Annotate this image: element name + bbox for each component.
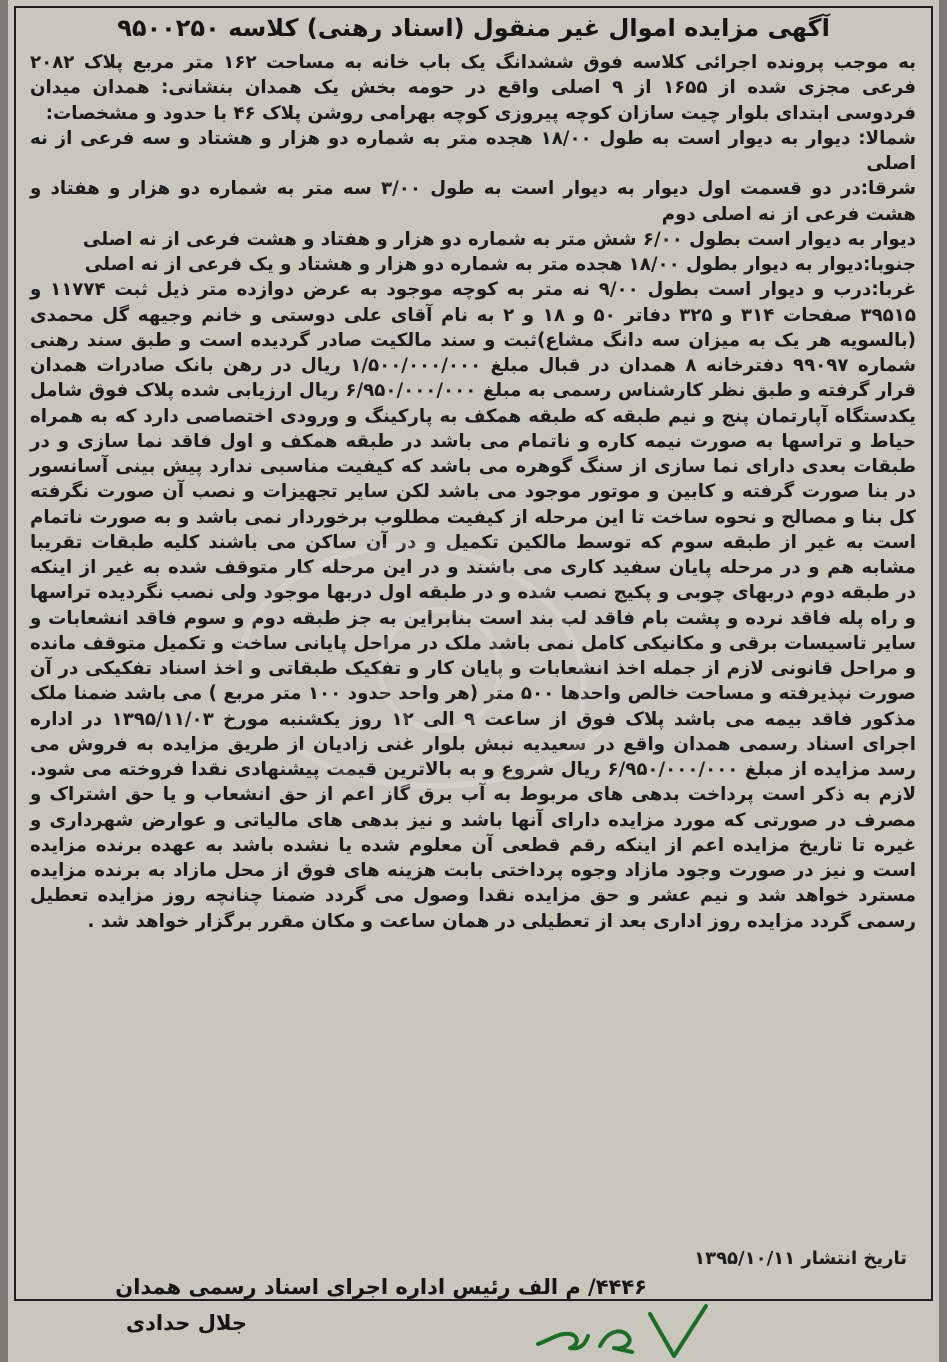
paragraph-north-boundary: شمالا: دیوار به دیوار است به طول ۱۸/۰۰ هجده متر به شماره دو هزار و هشتاد و سه فرعی از نه اصلی [30,127,916,174]
handwritten-number-mark [530,1300,730,1362]
paragraph-south-boundary: جنوبا:دیوار به دیوار بطول ۱۸/۰۰ هجده متر به شماره دو هزار و هشتاد و یک فرعی از نه اصلی [84,254,916,275]
notice-body [30,50,916,934]
paragraph-east-boundary-second: دیوار به دیوار است بطول ۶/۰۰ شش متر به شماره دو هزار و هفتاد و هشت فرعی از نه اصلی [82,228,916,250]
signature-line: ۴۴۴۶/ م الف رئیس اداره اجرای اسناد رسمی همدان [115,1275,647,1299]
publication-date: تاریخ انتشار ۱۳۹۵/۱۰/۱۱ [694,1248,907,1269]
paragraph-intro: به موجب پرونده اجرائی کلاسه فوق ششدانگ یک باب خانه به مساحت ۱۶۲ متر مربع پلاک ۲۰۸۲ فرعی مجزی شده از ۱۶۵۵ از ۹ اصلی واقع در حومه بخش یک همدان بنشانی: همدان میدان فردوسی ابتدای بلوار چیت سازان کوچه پیروزی کوچه بهرامی روشن پلاک ۴۶ با حدود و مشخصات: [30,52,917,124]
scan-edge-right [939,0,947,1362]
scan-edge-left [0,0,8,1362]
paragraph-east-boundary: شرقا:در دو قسمت اول دیوار به دیوار است به طول ۳/۰۰ سه متر به شماره دو هزار و هفتاد و هشت فرعی از نه اصلی دوم [30,178,916,225]
notice-title: آگهی مزایده اموال غیر منقول (اسناد رهنی) کلاسه ۹۵۰۰۲۵۰ [117,14,830,42]
signatory-name: جلال حدادی [125,1311,247,1335]
paragraph-west-boundary-and-terms: غربا:درب و دیوار است بطول ۹/۰۰ نه متر به کوچه موجود به عرض دوازده متر ذیل ثبت ۱۱۷۷۴ و ۳۹۵۱۵ صفحات ۳۱۴ و ۳۲۵ دفاتر ۵۰ و ۱۸ و ۲ به نام آقای علی دوستی و خانم وجیهه گل محمدی (بالسویه هر یک به میزان سه دانگ مشاع)ثبت و سند مالکیت صادر گردیده است و طبق سند رهنی شماره ۹۹۰۹۷ دفترخانه ۸ همدان در قبال مبلغ ۱/۵۰۰/۰۰۰/۰۰۰ ریال در رهن بانک صادرات همدان قرار گرفته و طبق نظر کارشناس رسمی به مبلغ ۶/۹۵۰/۰۰۰/۰۰۰ ریال ارزیابی شده پلاک فوق شامل یکدستگاه آپارتمان پنج و نیم طبقه که طبقه همکف به پارکینگ و ورودی اختصاصی دارد که به همراه حیاط و تراسها به صورت نیمه کاره و ناتمام می باشد در طبقه همکف و اول فاقد نما سازی و در طبقات بعدی دارای نما سازی از سنگ گوهره می باشد که کیفیت مناسبی ندارد پیش بینی آسانسور در بنا صورت گرفته و کابین و موتور موجود می باشد لکن سایر تجهیزات و نصب آن صورت نگرفته کل بنا و مصالح و نحوه ساخت تا این مرحله از کیفیت مطلوب برخوردار نمی باشد و به صورت ناتمام است به غیر از طبقه سوم که توسط مالکین تکمیل و در آن ساکن می باشند کلیه طبقات تقریبا مشابه هم و در مرحله پایان سفید کاری می باشند و در این مرحله کار متوقف شده به غیر از اینکه در طبقه دوم دربهای چوبی و پکیج نصب شده و در طبقه اول دربها موجود ولی نصب نگردیده تراسها و راه پله فاقد نرده و پشت بام فاقد لب بند است بنابراین به جز طبقه دوم و سوم فاقد انشعابات و سایر تاسیسات برقی و مکانیکی کامل نمی باشد ملک در مراحل پایانی ساخت و تکمیل متوقف مانده و مراحل قانونی لازم از جمله اخذ انشعابات و پایان کار و تفکیک طبقاتی و اخذ اسناد تفکیکی در آن صورت نپذیرفته و مساحت خالص واحدها ۵۰۰ متر (هر واحد حدود ۱۰۰ متر مربع ) می باشد ضمنا ملک مذکور فاقد بیمه می باشد پلاک فوق از ساعت ۹ الی ۱۲ روز یکشنبه مورخ ۱۳۹۵/۱۱/۰۳ در اداره اجرای اسناد رسمی همدان واقع در سعیدیه نبش بلوار غنی زادیان از طریق مزایده به فروش می رسد مزایده از مبلغ ۶/۹۵۰/۰۰۰/۰۰۰ ریال شروع و به بالاترین قیمت پیشنهادی نقدا فروخته می شود. لازم به ذکر است پرداخت بدهی های مربوط به آب برق گاز اعم از حق انشعاب و یا حق اشتراک و مصرف در صورتی که مورد مزایده دارای آنها باشد و نیز بدهی های مالیاتی و عوارض شهرداری و غیره تا تاریخ مزایده اعم از اینکه رقم قطعی آن معلوم شده یا نشده باشد به عهده برنده مزایده است و نیز در صورت وجود مازاد وجوه پرداختی بابت هزینه های فوق از محل مازاد به برنده مزایده مسترد خواهد شد و نیم عشر و حق مزایده نقدا وصول می گردد ضمنا چنانچه روز مزایده تعطیل رسمی گردد مزایده روز اداری بعد از تعطیلی در همان ساعت و مکان مقرر برگزار خواهد شد . [30,279,917,932]
